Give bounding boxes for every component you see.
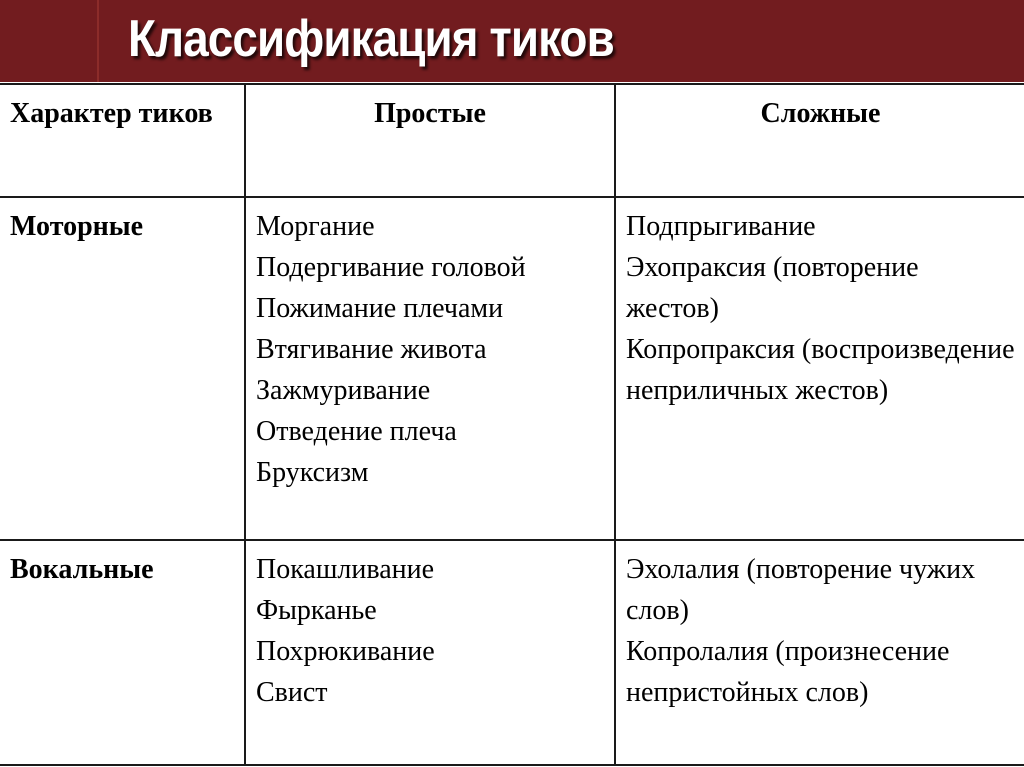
vocal-simple-cell	[245, 540, 615, 765]
header-tic-type: Характер тиков	[0, 84, 245, 197]
motor-simple-cell	[245, 197, 615, 540]
header-simple: Простые	[245, 84, 615, 197]
list-item: Подпрыгивание	[626, 211, 816, 242]
list-item: Пожимание плечами	[256, 293, 504, 324]
list-item: Зажмуривание	[256, 375, 431, 406]
title-bar	[0, 0, 1024, 82]
motor-complex-cell	[615, 197, 1024, 540]
table-row-motor	[0, 197, 1024, 540]
list-item: Бруксизм	[256, 457, 369, 488]
list-item: Отведение плеча	[256, 416, 457, 447]
list-item: Покашливание	[256, 554, 435, 585]
row-label-motor: Моторные	[0, 197, 245, 540]
list-item: Эхопраксия (повторение жестов)	[626, 252, 919, 324]
list-item: Фырканье	[256, 595, 377, 626]
list-item: Похрюкивание	[256, 636, 435, 667]
title-accent-line	[97, 0, 99, 82]
slide-title: Классификация тиков	[128, 10, 614, 68]
list-item: Копропраксия (воспроизведение неприличных жестов)	[626, 334, 1015, 406]
list-item: Подергивание головой	[256, 252, 526, 283]
list-item: Копролалия (произнесение непристойных слов)	[626, 636, 950, 708]
row-label-vocal: Вокальные	[0, 540, 245, 765]
list-item: Втягивание живота	[256, 334, 487, 365]
tics-classification-table	[0, 83, 1024, 766]
table-header-row	[0, 84, 1024, 197]
header-complex: Сложные	[615, 84, 1024, 197]
list-item: Эхолалия (повторение чужих слов)	[626, 554, 976, 626]
table-row-vocal	[0, 540, 1024, 765]
list-item: Свист	[256, 677, 328, 708]
vocal-complex-cell	[615, 540, 1024, 765]
list-item: Моргание	[256, 211, 375, 242]
